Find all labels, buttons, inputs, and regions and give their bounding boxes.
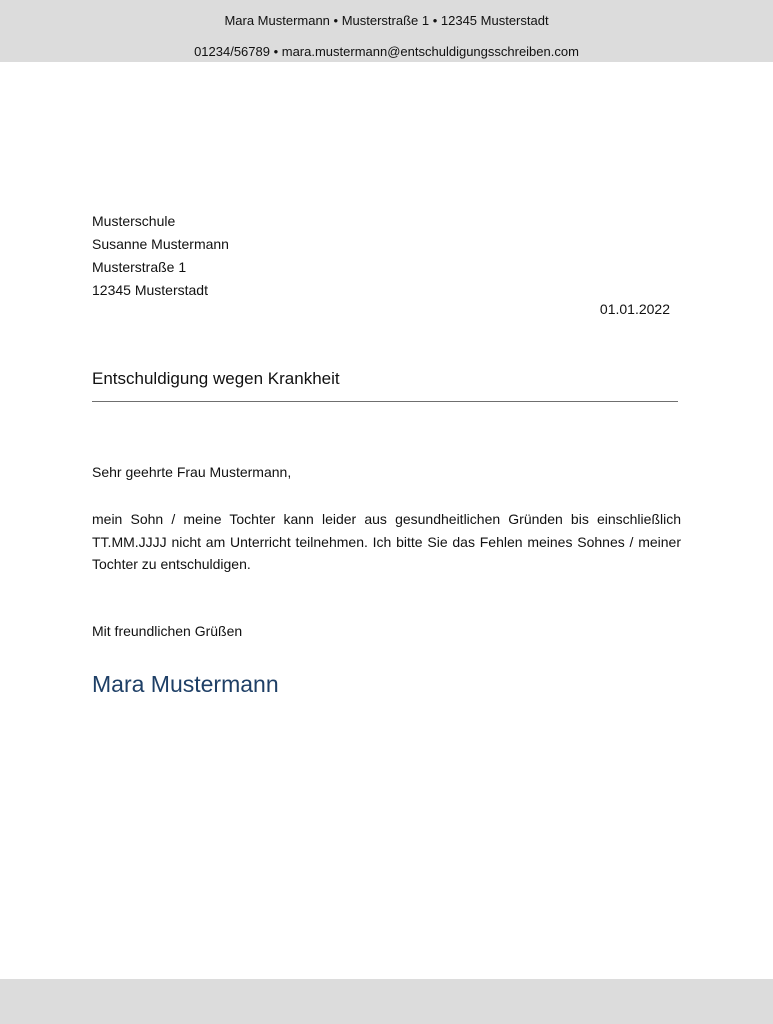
salutation: Sehr geehrte Frau Mustermann, [92, 464, 292, 480]
sender-address: Mara Mustermann • Musterstraße 1 • 12345 Musterstadt [224, 13, 549, 28]
recipient-line: Susanne Mustermann [92, 236, 229, 252]
subject-line: Entschuldigung wegen Krankheit [92, 369, 340, 388]
letter-date: 01.01.2022 [599, 301, 670, 317]
recipient-address [92, 210, 229, 302]
sender-contact: 01234/56789 • mara.mustermann@entschuldigungsschreiben.com [194, 44, 579, 59]
signature: Mara Mustermann [92, 671, 279, 697]
footer-band [0, 979, 773, 1024]
body-paragraph: mein Sohn / meine Tochter kann leider aus gesundheitlichen Gründen bis einschließlich TT.MM.JJJJ nicht am Unterricht teilnehmen. Ich bitte Sie das Fehlen meines Sohnes / meiner Tochter zu entschuldigen. [92, 511, 681, 572]
letterhead [0, 0, 773, 62]
recipient-line: Musterstraße 1 [92, 259, 187, 275]
recipient-line: 12345 Musterstadt [92, 282, 208, 298]
closing: Mit freundlichen Grüßen [92, 623, 243, 639]
subject-divider [92, 401, 678, 402]
recipient-line: Musterschule [92, 213, 176, 229]
